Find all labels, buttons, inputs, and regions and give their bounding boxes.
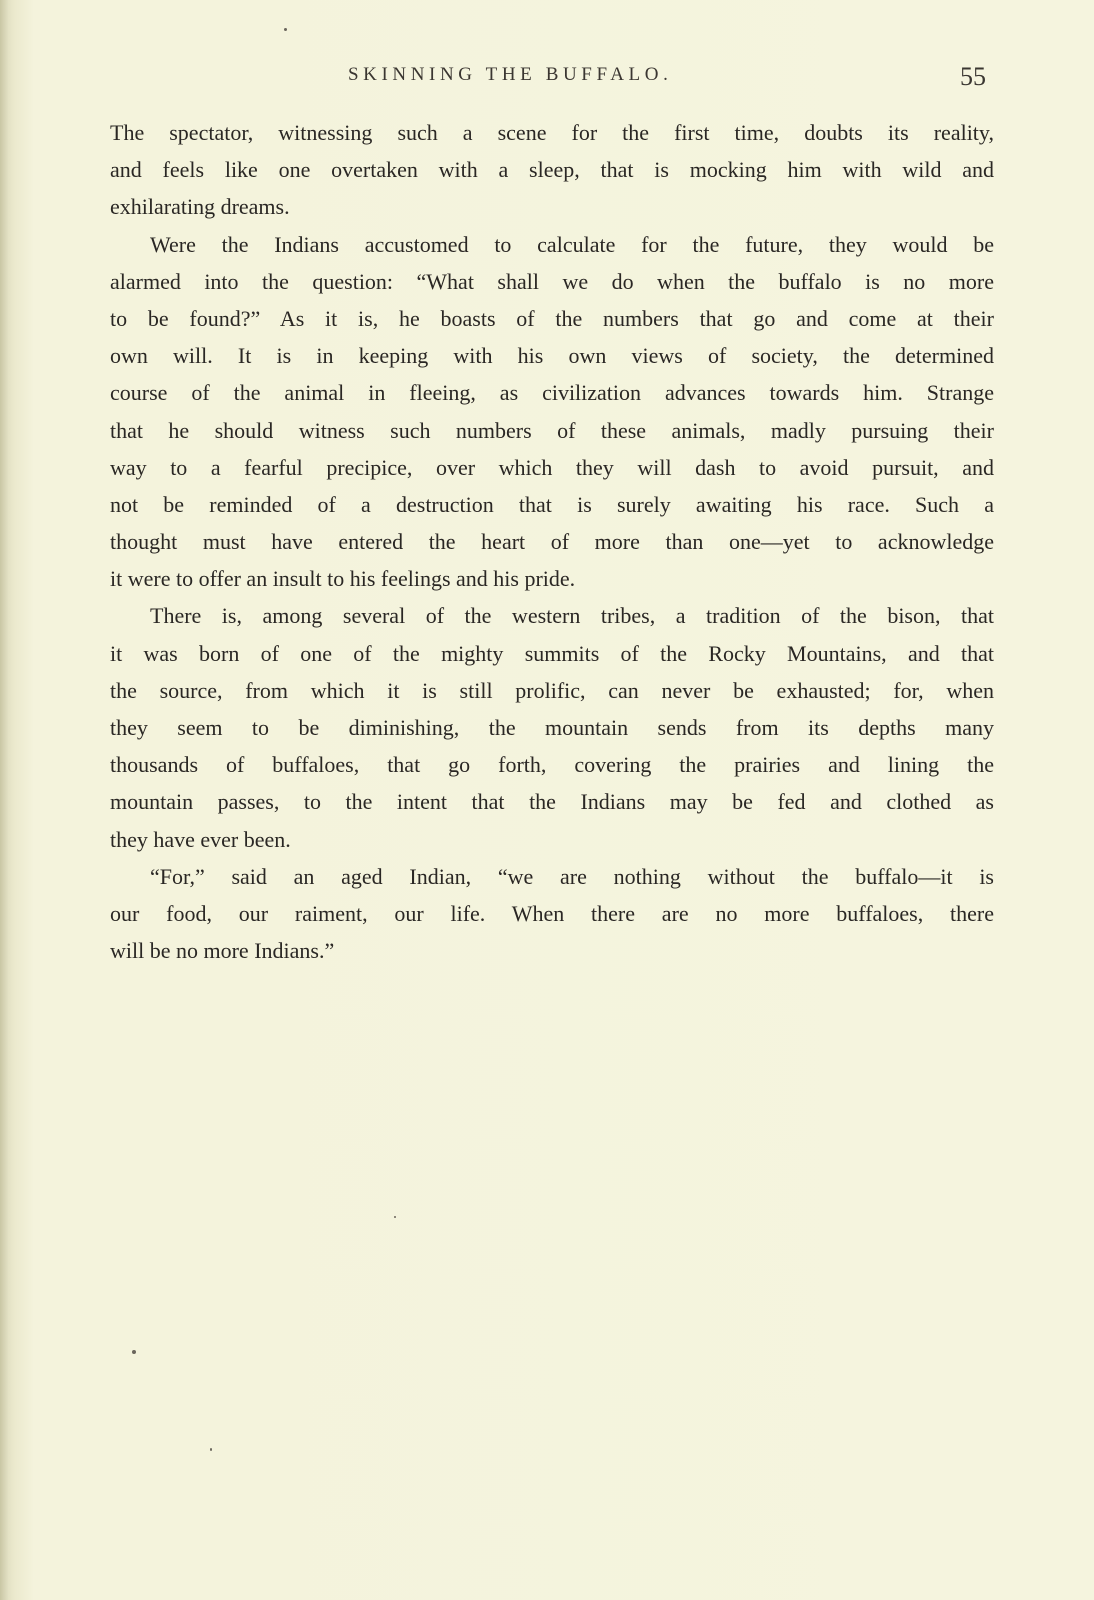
paragraph-3 bbox=[110, 597, 994, 857]
text-line: course of the animal in fleeing, as civilization advances towards him. Strange bbox=[110, 380, 994, 406]
text-line: the source, from which it is still prolific, can never be exhausted; for, when bbox=[110, 677, 994, 703]
text-line: our food, our raiment, our life. When there are no more buffaloes, there bbox=[110, 900, 994, 926]
paragraph-4 bbox=[110, 858, 994, 970]
page-number: 55 bbox=[960, 62, 986, 91]
text-line: “For,” said an aged Indian, “we are nothing without the buffalo—it is bbox=[150, 863, 994, 889]
text-line: that he should witness such numbers of these animals, madly pursuing their bbox=[110, 417, 994, 443]
text-line: thousands of buffaloes, that go forth, covering the prairies and lining the bbox=[110, 752, 994, 778]
text-line: own will. It is in keeping with his own views of society, the determined bbox=[110, 343, 994, 369]
text-line: way to a fearful precipice, over which they will dash to avoid pursuit, and bbox=[110, 454, 994, 480]
running-title: SKINNING THE BUFFALO. bbox=[348, 64, 673, 85]
paper-speck bbox=[132, 1350, 136, 1354]
paragraph-2 bbox=[110, 226, 994, 598]
page-gutter-edge bbox=[0, 0, 8, 1600]
text-line: thought must have entered the heart of more than one—yet to acknowledge bbox=[110, 529, 994, 555]
text-line: exhilarating dreams. bbox=[110, 194, 290, 220]
paper-speck bbox=[284, 28, 287, 31]
text-line: will be no more Indians.” bbox=[110, 938, 335, 964]
text-line: they have ever been. bbox=[110, 826, 291, 852]
text-line: not be reminded of a destruction that is surely awaiting his race. Such a bbox=[110, 491, 994, 517]
text-line: Were the Indians accustomed to calculate for the future, they would be bbox=[150, 231, 994, 257]
text-line: it were to offer an insult to his feelings and his pride. bbox=[110, 566, 576, 592]
paragraph-1 bbox=[110, 114, 994, 226]
text-line: to be found?” As it is, he boasts of the numbers that go and come at their bbox=[110, 305, 994, 331]
text-line: it was born of one of the mighty summits of the Rocky Mountains, and that bbox=[110, 640, 994, 666]
text-line: mountain passes, to the intent that the Indians may be fed and clothed as bbox=[110, 789, 994, 815]
text-line: they seem to be diminishing, the mountain sends from its depths many bbox=[110, 715, 994, 740]
text-line: alarmed into the question: “What shall we do when the buffalo is no more bbox=[110, 268, 994, 294]
text-line: and feels like one overtaken with a sleep, that is mocking him with wild and bbox=[110, 157, 994, 183]
paper-speck bbox=[210, 1448, 212, 1451]
text-line: The spectator, witnessing such a scene for the first time, doubts its reality, bbox=[110, 120, 994, 145]
text-line: There is, among several of the western tribes, a tradition of the bison, that bbox=[150, 603, 994, 629]
paper-speck bbox=[394, 1216, 396, 1218]
body-text bbox=[110, 114, 994, 969]
running-head bbox=[0, 62, 1094, 102]
